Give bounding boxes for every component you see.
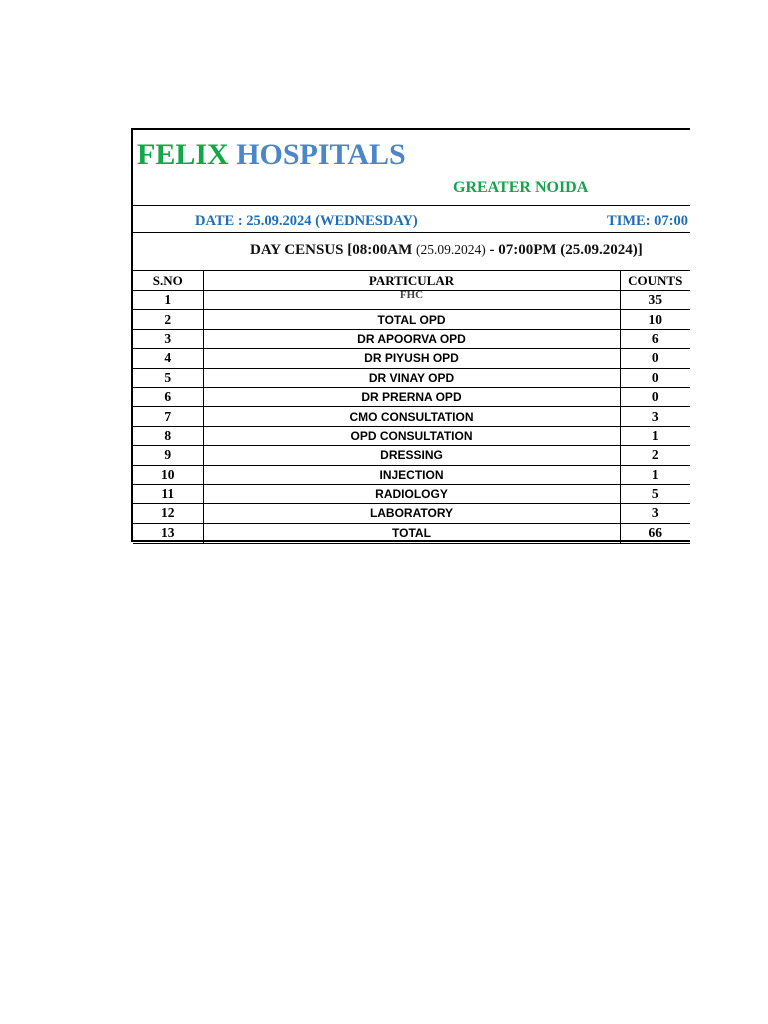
hospital-logo-text (137, 138, 406, 172)
census-title (250, 242, 643, 259)
row-sno: 10 (133, 465, 203, 484)
row-sno: 4 (133, 349, 203, 368)
row-particular: CMO CONSULTATION (203, 407, 620, 426)
row-count: 6 (620, 329, 690, 348)
census-start-date: (25.09.2024) (415, 242, 486, 257)
location-label: GREATER NOIDA (453, 179, 589, 196)
row-particular: TOTAL OPD (203, 310, 620, 329)
row-count: 0 (620, 368, 690, 387)
row-count: 2 (620, 446, 690, 465)
row-sno: 1 (133, 291, 203, 310)
divider (133, 205, 690, 206)
row-sno: 11 (133, 484, 203, 503)
table-header-row (133, 271, 690, 291)
table-row (133, 329, 690, 348)
table-row (133, 446, 690, 465)
table-row (133, 387, 690, 406)
table-row (133, 504, 690, 523)
column-header-sno: S.NO (133, 271, 203, 291)
table-row (133, 291, 690, 310)
row-count: 0 (620, 387, 690, 406)
table-row (133, 465, 690, 484)
row-sno: 6 (133, 387, 203, 406)
row-particular: DR PRERNA OPD (203, 387, 620, 406)
row-particular: FHC (203, 291, 620, 310)
row-particular: OPD CONSULTATION (203, 426, 620, 445)
row-count: 66 (620, 523, 690, 543)
row-sno: 9 (133, 446, 203, 465)
row-particular: DR PIYUSH OPD (203, 349, 620, 368)
census-sheet (131, 128, 690, 542)
row-particular: RADIOLOGY (203, 484, 620, 503)
report-date: DATE : 25.09.2024 (WEDNESDAY) (195, 213, 418, 229)
row-particular: DRESSING (203, 446, 620, 465)
row-particular: TOTAL (203, 523, 620, 543)
row-count: 3 (620, 504, 690, 523)
census-suffix: - 07:00PM (25.09.2024)] (485, 242, 643, 258)
row-sno: 8 (133, 426, 203, 445)
row-sno: 3 (133, 329, 203, 348)
row-count: 0 (620, 349, 690, 368)
report-time: TIME: 07:00 (607, 213, 688, 229)
row-count: 5 (620, 484, 690, 503)
row-sno: 12 (133, 504, 203, 523)
row-particular: LABORATORY (203, 504, 620, 523)
brand-word-hospitals: HOSPITALS (236, 138, 406, 171)
row-particular: DR APOORVA OPD (203, 329, 620, 348)
row-sno: 7 (133, 407, 203, 426)
table-row (133, 407, 690, 426)
row-sno: 2 (133, 310, 203, 329)
divider (133, 232, 690, 233)
column-header-particular: PARTICULAR (203, 271, 620, 291)
row-count: 10 (620, 310, 690, 329)
row-particular: INJECTION (203, 465, 620, 484)
row-sno: 5 (133, 368, 203, 387)
column-header-counts: COUNTS (620, 271, 690, 291)
table-row (133, 484, 690, 503)
row-particular: DR VINAY OPD (203, 368, 620, 387)
census-table (133, 270, 690, 544)
row-count: 35 (620, 291, 690, 310)
table-row (133, 368, 690, 387)
census-prefix: DAY CENSUS [08:00AM (250, 242, 416, 258)
row-count: 3 (620, 407, 690, 426)
brand-word-felix: FELIX (137, 138, 229, 171)
table-row (133, 310, 690, 329)
table-row-total (133, 523, 690, 543)
row-count: 1 (620, 465, 690, 484)
row-sno: 13 (133, 523, 203, 543)
table-row (133, 349, 690, 368)
row-count: 1 (620, 426, 690, 445)
table-row (133, 426, 690, 445)
